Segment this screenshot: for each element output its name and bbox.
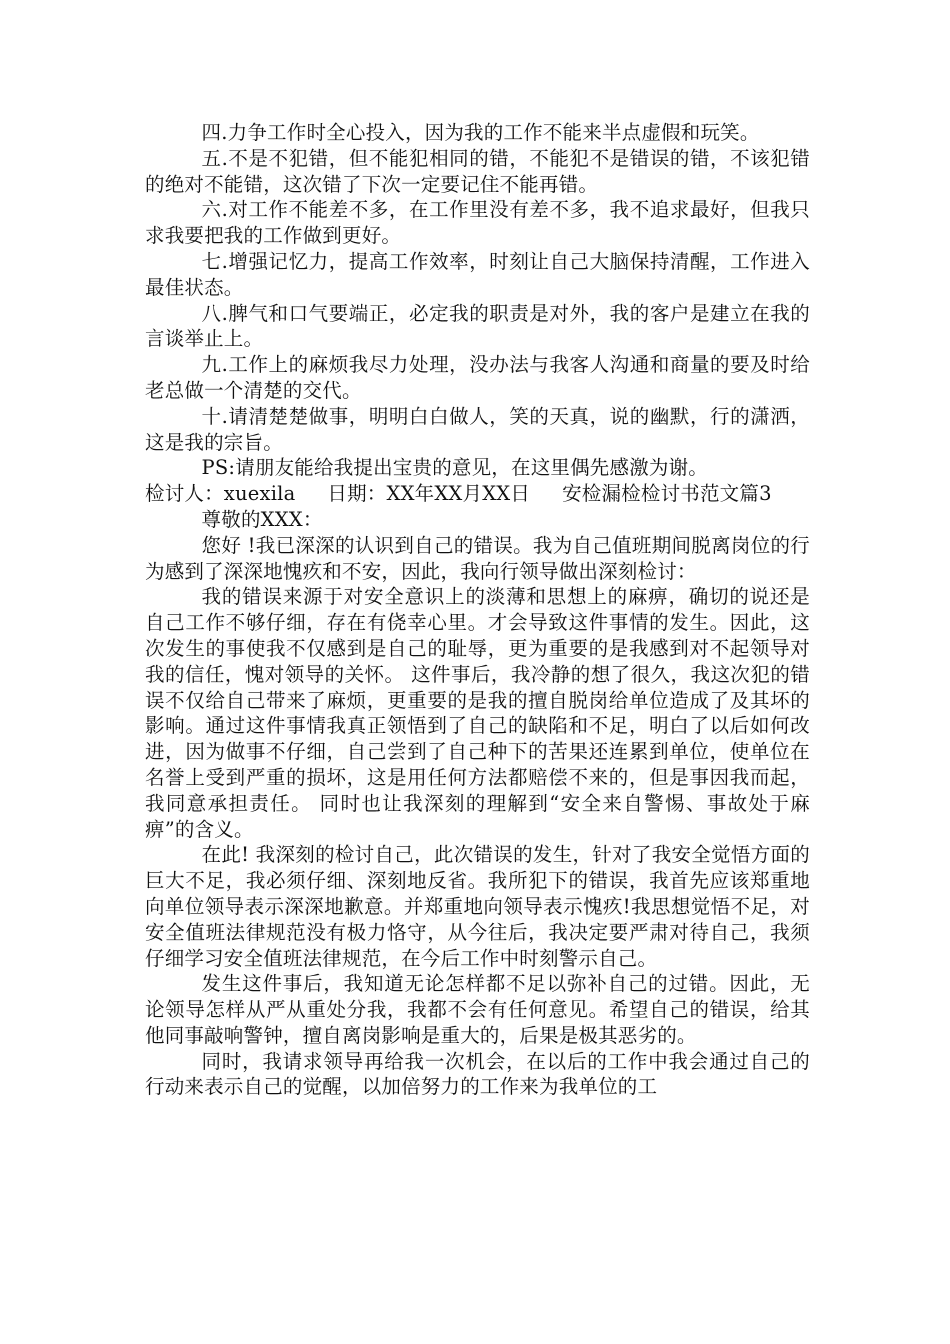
body-paragraph-5: 同时，我请求领导再给我一次机会，在以后的工作中我会通过自己的行动来表示自己的觉醒，以加倍努力的工作来为我单位的工	[145, 1049, 810, 1099]
body-paragraph-3: 在此! 我深刻的检讨自己，此次错误的发生，针对了我安全觉悟方面的巨大不足，我必须仔细、深刻地反省。我所犯下的错误，我首先应该郑重地向单位领导表示深深地歉意。并郑重地向领导表示愧疚!我思想觉悟不足，对安全值班法律规范没有极力恪守，从今往后，我决定要严肃对待自己，我须仔细学习安全值班法律规范，在今后工作中时刻警示自己。	[145, 843, 810, 970]
paragraph-item-9: 九.工作上的麻烦我尽力处理，没办法与我客人沟通和商量的要及时给老总做一个清楚的交代。	[145, 353, 810, 402]
paragraph-item-6: 六.对工作不能差不多，在工作里没有差不多，我不追求最好，但我只求我要把我的工作做到更好。	[145, 198, 810, 248]
paragraph-item-4: 四.力争工作时全心投入，因为我的工作不能来半点虚假和玩笑。	[201, 121, 760, 144]
paragraph-item-7: 七.增强记忆力，提高工作效率，时刻让自己大脑保持清醒，工作进入最佳状态。	[145, 249, 810, 299]
body-paragraph-4: 发生这件事后，我知道无论怎样都不足以弥补自己的过错。因此，无论领导怎样从严从重处分我，我都不会有任何意见。希望自己的错误，给其他同事敲响警钟，擅自离岗影响是重大的，后果是极其恶劣的。	[145, 972, 810, 1047]
paragraph-item-5: 五.不是不犯错，但不能犯相同的错，不能犯不是错误的错，不该犯错的绝对不能错，这次错了下次一定要记住不能再错。	[145, 146, 810, 196]
body-paragraph-2: 我的错误来源于对安全意识上的淡薄和思想上的麻痹，确切的说还是自己工作不够仔细，存在有侥幸心里。才会导致这件事情的发生。因此，这次发生的事使我不仅感到是自己的耻辱，更为重要的是我感到对不起领导对我的信任，愧对领导的关怀。 这件事后，我冷静的想了很久，我这次犯的错误不仅给自己带来了麻烦，更重要的是我的擅自脱岗给单位造成了及其坏的影响。通过这件事情我真正领悟到了自己的缺陷和不足，明白了以后如何改进，因为做事不仔细，自己尝到了自己种下的苦果还连累到单位，使单位在名誉上受到严重的损坏，这是用任何方法都赔偿不来的，但是事因我而起，我同意承担责任。 同时也让我深刻的理解到“安全来自警惕、事故处于麻痹”的含义。	[145, 585, 810, 841]
body-paragraph-1: 您好 !我已深深的认识到自己的错误。我为自己值班期间脱离岗位的行为感到了深深地愧疚和不安，因此，我向行领导做出深刻检讨：	[145, 533, 810, 583]
signature-line: 检讨人：xuexila 日期：XX年XX月XX日 安检漏检检讨书范文篇3	[145, 482, 772, 506]
paragraph-item-8: 八.脾气和口气要端正，必定我的职责是对外，我的客户是建立在我的言谈举止上。	[145, 301, 810, 351]
document-text	[145, 120, 810, 1100]
salutation: 尊敬的XXX：	[201, 507, 323, 531]
paragraph-item-10: 十.请清楚楚做事，明明白白做人，笑的天真，说的幽默，行的潇洒，这是我的宗旨。	[145, 404, 810, 454]
ps-note: PS:请朋友能给我提出宝贵的意见，在这里偶先感激为谢。	[201, 456, 708, 480]
